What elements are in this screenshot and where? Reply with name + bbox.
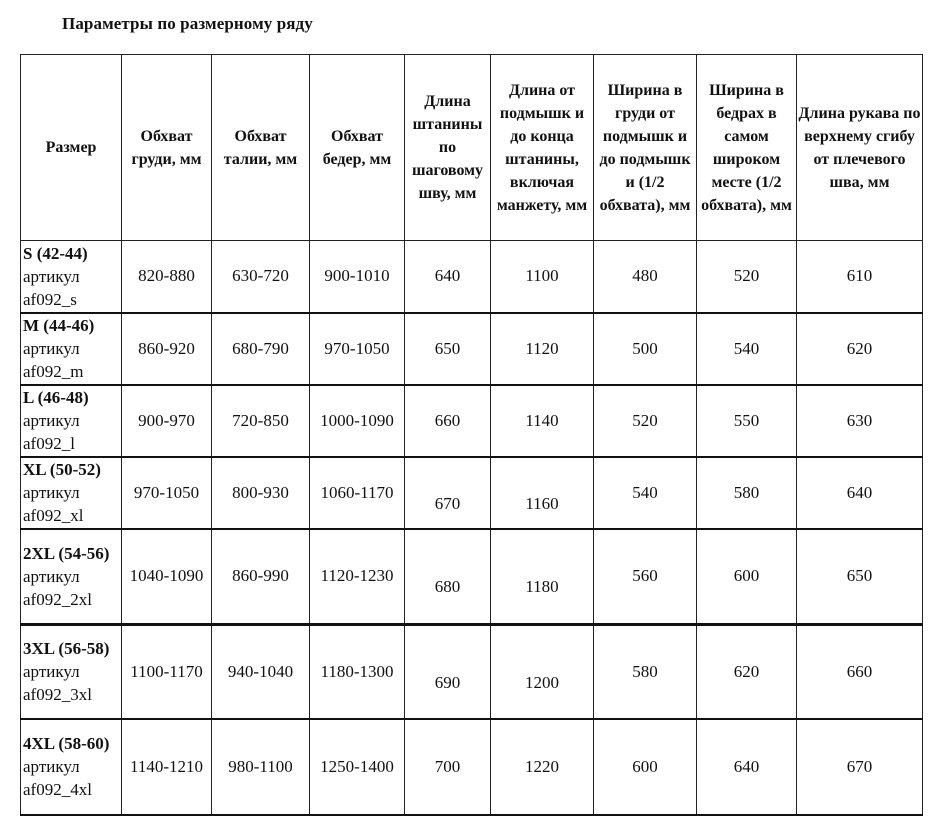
chest-cell: 970-1050 — [122, 457, 212, 529]
size-table — [20, 54, 923, 816]
hip-width-cell: 620 — [697, 625, 797, 719]
hip-width-cell: 520 — [697, 241, 797, 313]
inseam-cell: 700 — [405, 719, 491, 815]
sleeve-cell: 620 — [797, 313, 923, 385]
article-label: артикул af092_m — [23, 339, 84, 381]
sleeve-cell: 670 — [797, 719, 923, 815]
chest-cell: 1100-1170 — [122, 625, 212, 719]
header-chest: Обхват груди, мм — [122, 55, 212, 241]
hips-cell: 900-1010 — [310, 241, 405, 313]
size-label: XL (50-52) — [23, 460, 101, 479]
inseam-cell: 640 — [405, 241, 491, 313]
sleeve-cell: 650 — [797, 529, 923, 625]
header-inseam: Длина штанины по шаговому шву, мм — [405, 55, 491, 241]
document-title: Параметры по размерному ряду — [62, 14, 313, 33]
chest-cell: 1140-1210 — [122, 719, 212, 815]
armpit-to-cuff-cell: 1120 — [491, 313, 594, 385]
table-row — [21, 529, 923, 625]
armpit-to-cuff-cell: 1100 — [491, 241, 594, 313]
waist-cell: 800-930 — [212, 457, 310, 529]
size-cell — [21, 241, 122, 313]
header-size: Размер — [21, 55, 122, 241]
waist-cell: 630-720 — [212, 241, 310, 313]
header-hips: Обхват бедер, мм — [310, 55, 405, 241]
armpit-to-cuff-cell: 1180 — [491, 529, 594, 625]
hip-width-cell: 600 — [697, 529, 797, 625]
waist-cell: 720-850 — [212, 385, 310, 457]
article-label: артикул af092_4xl — [23, 757, 92, 799]
table-row — [21, 625, 923, 719]
hips-cell: 1060-1170 — [310, 457, 405, 529]
size-label: 3XL (56-58) — [23, 639, 110, 659]
article-label: артикул af092_3xl — [23, 662, 92, 705]
inseam-cell: 660 — [405, 385, 491, 457]
size-cell — [21, 385, 122, 457]
chest-width-cell: 580 — [594, 625, 697, 719]
inseam-cell: 680 — [405, 529, 491, 625]
chest-width-cell: 600 — [594, 719, 697, 815]
sleeve-cell: 610 — [797, 241, 923, 313]
table-row — [21, 241, 923, 313]
size-label: 4XL (58-60) — [23, 734, 110, 753]
inseam-cell: 650 — [405, 313, 491, 385]
chest-cell: 1040-1090 — [122, 529, 212, 625]
header-sleeve: Длина рукава по верхнему сгибу от плечевого шва, мм — [797, 55, 923, 241]
chest-width-cell: 540 — [594, 457, 697, 529]
size-cell — [21, 457, 122, 529]
article-label: артикул af092_2xl — [23, 566, 92, 609]
armpit-to-cuff-cell: 1200 — [491, 625, 594, 719]
table-row — [21, 457, 923, 529]
chest-width-cell: 560 — [594, 529, 697, 625]
hip-width-cell: 540 — [697, 313, 797, 385]
hips-cell: 1180-1300 — [310, 625, 405, 719]
armpit-to-cuff-cell: 1160 — [491, 457, 594, 529]
table-row — [21, 313, 923, 385]
hip-width-cell: 640 — [697, 719, 797, 815]
inseam-cell: 690 — [405, 625, 491, 719]
chest-width-cell: 500 — [594, 313, 697, 385]
article-label: артикул af092_xl — [23, 483, 84, 525]
sleeve-cell: 640 — [797, 457, 923, 529]
chest-width-cell: 520 — [594, 385, 697, 457]
hips-cell: 1000-1090 — [310, 385, 405, 457]
table-header-row — [21, 55, 923, 241]
header-chest-width: Ширина в груди от подмышк и до подмышк и (1/2 обхвата), мм — [594, 55, 697, 241]
chest-cell: 820-880 — [122, 241, 212, 313]
header-armpit-to-cuff: Длина от подмышк и до конца штанины, включая манжету, мм — [491, 55, 594, 241]
size-label: 2XL (54-56) — [23, 543, 110, 563]
size-cell — [21, 625, 122, 719]
header-waist: Обхват талии, мм — [212, 55, 310, 241]
inseam-cell: 670 — [405, 457, 491, 529]
chest-width-cell: 480 — [594, 241, 697, 313]
size-label: S (42-44) — [23, 243, 88, 263]
waist-cell: 860-990 — [212, 529, 310, 625]
sleeve-cell: 630 — [797, 385, 923, 457]
size-cell — [21, 313, 122, 385]
waist-cell: 680-790 — [212, 313, 310, 385]
armpit-to-cuff-cell: 1140 — [491, 385, 594, 457]
size-cell — [21, 529, 122, 625]
waist-cell: 940-1040 — [212, 625, 310, 719]
hips-cell: 1250-1400 — [310, 719, 405, 815]
waist-cell: 980-1100 — [212, 719, 310, 815]
size-label: M (44-46) — [23, 316, 95, 335]
armpit-to-cuff-cell: 1220 — [491, 719, 594, 815]
hip-width-cell: 580 — [697, 457, 797, 529]
hip-width-cell: 550 — [697, 385, 797, 457]
header-hip-width: Ширина в бедрах в самом широком месте (1/2 обхвата), мм — [697, 55, 797, 241]
sleeve-cell: 660 — [797, 625, 923, 719]
hips-cell: 970-1050 — [310, 313, 405, 385]
size-label: L (46-48) — [23, 388, 89, 407]
size-cell — [21, 719, 122, 815]
chest-cell: 900-970 — [122, 385, 212, 457]
table-row — [21, 719, 923, 815]
hips-cell: 1120-1230 — [310, 529, 405, 625]
article-label: артикул af092_l — [23, 411, 80, 453]
article-label: артикул af092_s — [23, 266, 80, 309]
table-row — [21, 385, 923, 457]
chest-cell: 860-920 — [122, 313, 212, 385]
